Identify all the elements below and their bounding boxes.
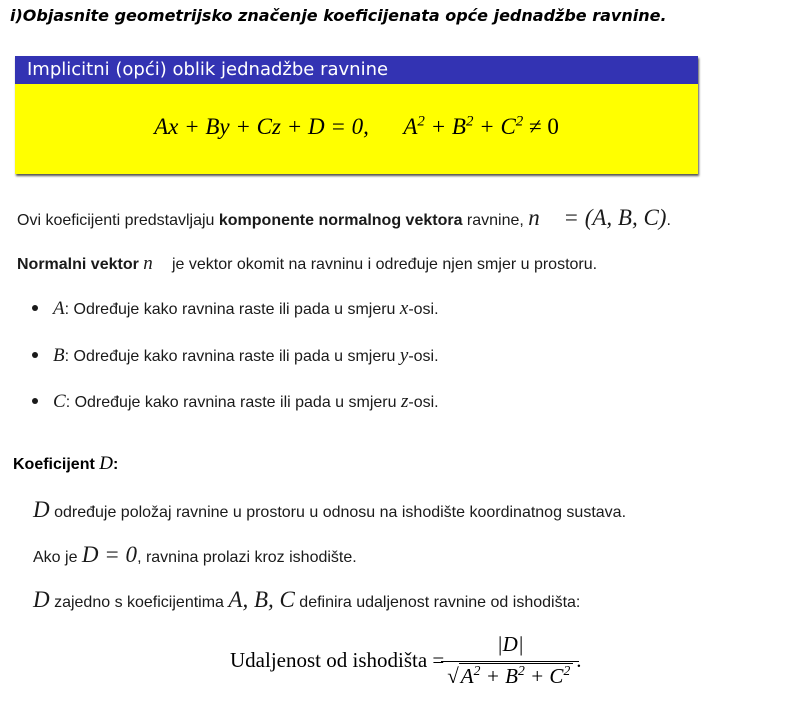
question-heading: i)Objasnite geometrijsko značenje koeficijenata opće jednadžbe ravnine. (10, 6, 667, 25)
paragraph-d-position: D određuje položaj ravnine u prostoru u odnosu na ishodište koordinatnog sustava. (33, 497, 627, 522)
fraction-denominator: $√A^2 + B^2 + C^2$ (447, 662, 573, 689)
bullet-item-c: C: Određuje kako ravnina raste ili pada u smjeru z-osi. (32, 391, 439, 413)
bullet-item-b: B: Određuje kako ravnina raste ili pada u smjeru y-osi. (32, 345, 439, 367)
bullet-dot (32, 352, 38, 358)
coefficient-d-heading: Koeficijent D: (13, 453, 119, 474)
paragraph-normal-components: Ovi koeficijenti predstavljaju komponente normalnog vektora ravnine, n⃗ = (A, B, C). (17, 205, 671, 230)
distance-formula: Udaljenost od ishodišta = $\frac{|D|}{√A^2 + B^2 + C^2}$ . (230, 632, 582, 688)
bullet-dot (32, 398, 38, 404)
distance-fraction (447, 632, 573, 689)
plane-equation (15, 84, 698, 140)
normal-vector-symbol: n⃗ (143, 253, 168, 274)
equation-left: Ax + By + Cz + D = 0, (154, 114, 369, 139)
distance-formula-label: Udaljenost od ishodišta = (230, 648, 445, 672)
paragraph-d-zero: Ako je D = 0, ravnina prolazi kroz ishodište. (33, 542, 357, 567)
definition-box (15, 56, 698, 174)
fraction-numerator: |D| (441, 632, 579, 662)
paragraph-d-distance: D zajedno s koeficijentima A, B, C definira udaljenost ravnine od ishodišta: (33, 587, 581, 612)
equation-condition: $A^2 + B^2 + C^2 \ne 0$ (403, 113, 559, 139)
bullet-dot (32, 305, 38, 311)
normal-vector-formula: n⃗ = (A, B, C) (528, 205, 667, 230)
paragraph-normal-vector: Normalni vektor n⃗ je vektor okomit na ravninu i određuje njen smjer u prostoru. (17, 253, 598, 274)
definition-box-title: Implicitni (opći) oblik jednadžbe ravnine (15, 56, 698, 84)
bullet-item-a: A: Određuje kako ravnina raste ili pada u smjeru x-osi. (32, 298, 439, 320)
